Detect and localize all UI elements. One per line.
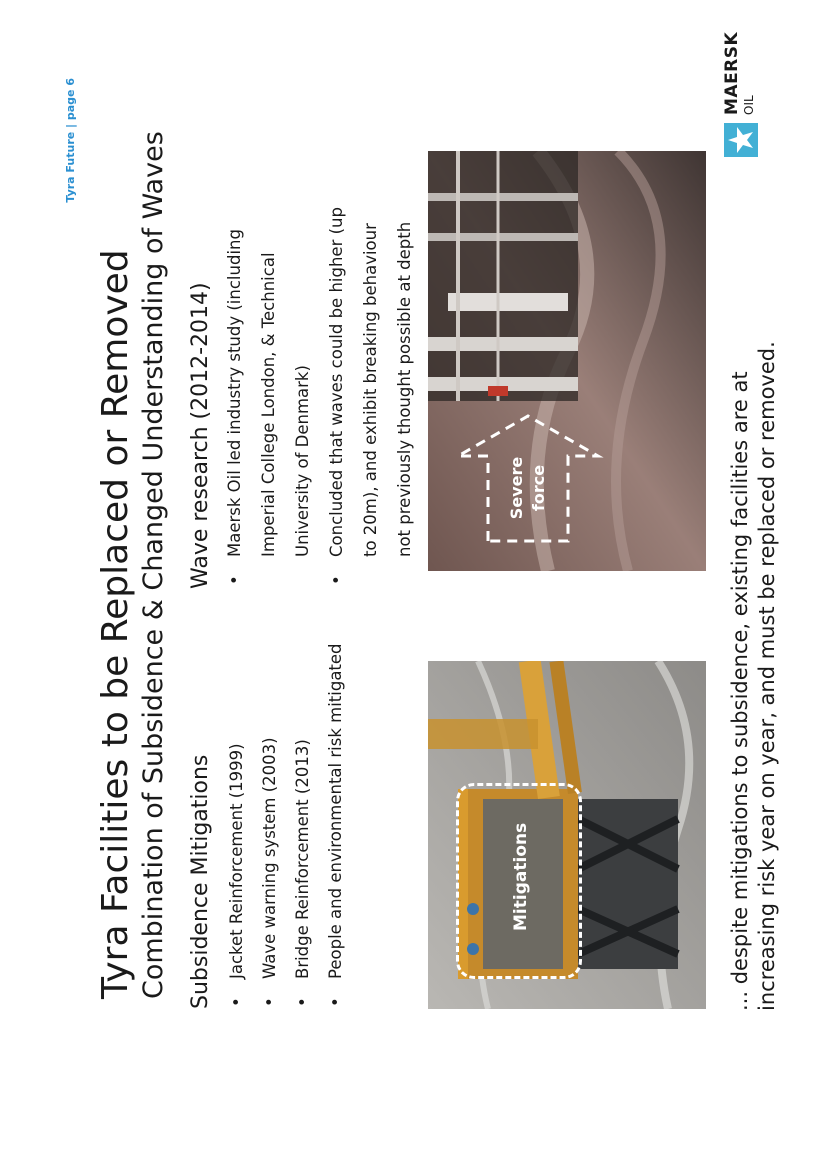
left-bullet-list	[220, 643, 352, 1009]
right-section-heading: Wave research (2012-2014)	[188, 282, 213, 589]
mitigations-label: Mitigations	[511, 822, 531, 931]
severe-force-label	[506, 453, 550, 523]
severe-force-label-line: force	[529, 464, 548, 512]
list-item: • People and environmental risk mitigated	[319, 643, 352, 1009]
right-bullet-list	[218, 207, 422, 587]
maersk-oil-logo	[718, 31, 764, 157]
list-item	[320, 207, 422, 587]
conclusion-line: increasing risk year on year, and must be replaced or removed.	[755, 341, 779, 1011]
list-item: • Wave warning system (2003)	[253, 643, 286, 1009]
list-line: not previously thought possible at depth	[395, 221, 414, 557]
list-item: • Bridge Reinforcement (2013)	[286, 643, 319, 1009]
maersk-star-icon	[724, 123, 758, 157]
list-item: • Jacket Reinforcement (1999)	[220, 643, 253, 1009]
severe-force-label-line: Severe	[507, 456, 526, 520]
conclusion-line: ... despite mitigations to subsidence, existing facilities are at	[728, 371, 752, 1011]
logo-wordmark: MAERSK	[722, 31, 742, 115]
conclusion-text	[727, 341, 781, 1011]
list-line: to 20m), and exhibit breaking behaviour	[361, 223, 380, 557]
slide-title: Tyra Facilities to be Replaced or Removed	[95, 249, 136, 999]
list-item	[218, 207, 320, 587]
slide-subtitle: Combination of Subsidence & Changed Understanding of Waves	[138, 131, 169, 999]
list-line: University of Denmark)	[293, 365, 312, 557]
wave-photo-illustration	[428, 151, 706, 571]
left-section-heading: Subsidence Mitigations	[188, 754, 213, 1009]
page-header: Tyra Future | page 6	[64, 78, 77, 203]
list-line: • Maersk Oil led industry study (including	[225, 229, 244, 557]
logo-subtext: OIL	[742, 95, 756, 115]
wave-force-photo	[428, 151, 706, 571]
list-line: Imperial College London, & Technical	[259, 252, 278, 557]
list-line: • Concluded that waves could be higher (up	[327, 207, 346, 557]
platform-mitigations-photo	[428, 661, 706, 1009]
